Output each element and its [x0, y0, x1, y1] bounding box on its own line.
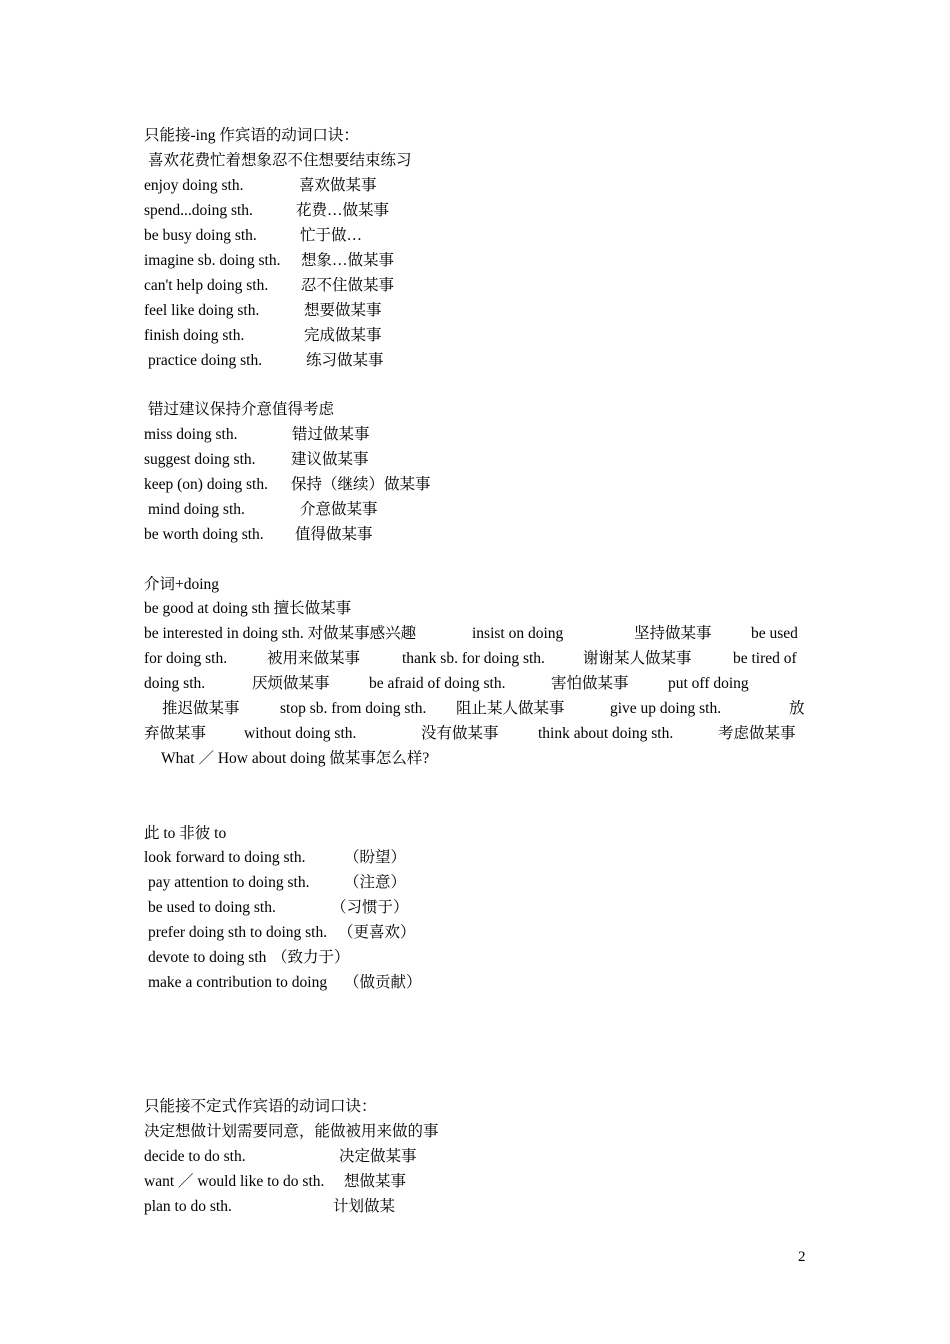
item-zh: 喜欢做某事: [299, 177, 377, 194]
prep-text: 被用来做某事: [267, 650, 361, 667]
prep-text: for doing sth.: [144, 650, 228, 667]
prep-heading: 介词+doing: [144, 576, 220, 593]
prep-text: without doing sth.: [244, 725, 357, 742]
ing-heading: 只能接-ing 作宾语的动词口诀：: [144, 127, 359, 144]
item-en: make a contribution to doing: [148, 974, 328, 991]
item-zh: 建议做某事: [291, 451, 369, 468]
to-heading: 此 to 非彼 to: [144, 825, 227, 842]
item-en: finish doing sth.: [144, 327, 245, 344]
prep-text: thank sb. for doing sth.: [402, 650, 545, 667]
item-en: decide to do sth.: [144, 1148, 246, 1165]
prep-text: 阻止某人做某事: [456, 700, 565, 717]
prep-line-2: [144, 622, 806, 646]
item-en: can't help doing sth.: [144, 277, 269, 294]
prep-text: be interested in doing sth. 对做某事感兴趣: [144, 625, 417, 642]
item-zh: （盼望）: [344, 849, 407, 866]
item-en: miss doing sth.: [144, 426, 238, 443]
prep-line-4: [144, 672, 806, 696]
item-en: plan to do sth.: [144, 1198, 232, 1215]
prep-text: 放: [789, 700, 805, 717]
item-en: practice doing sth.: [148, 352, 263, 369]
item-zh: （习惯于）: [331, 899, 409, 916]
prep-text: 谢谢某人做某事: [583, 650, 692, 667]
item-en: want ／ would like to do sth.: [144, 1173, 325, 1190]
prep-text: 厌烦做某事: [252, 675, 330, 692]
item-en: feel like doing sth.: [144, 302, 260, 319]
item-en: be used to doing sth.: [148, 899, 276, 916]
item-zh: 值得做某事: [295, 526, 373, 543]
prep-text: 坚持做某事: [634, 625, 712, 642]
item-en: suggest doing sth.: [144, 451, 256, 468]
prep-text: be tired of: [733, 650, 797, 667]
prep-text: think about doing sth.: [538, 725, 674, 742]
item-zh: 决定做某事: [339, 1148, 417, 1165]
item-zh: （做贡献）: [344, 974, 422, 991]
item-zh: 保持（继续）做某事: [291, 476, 431, 493]
item-en: be busy doing sth.: [144, 227, 257, 244]
item-en: pay attention to doing sth.: [148, 874, 310, 891]
item-en: imagine sb. doing sth.: [144, 252, 281, 269]
item-zh: （致力于）: [272, 949, 350, 966]
item-zh: 想要做某事: [304, 302, 382, 319]
prep-text: stop sb. from doing sth.: [280, 700, 427, 717]
item-zh: 练习做某事: [306, 352, 384, 369]
prep-text: 没有做某事: [421, 725, 499, 742]
prep-text: 弃做某事: [144, 725, 207, 742]
item-en: enjoy doing sth.: [144, 177, 244, 194]
item-en: devote to doing sth: [148, 949, 267, 966]
item-en: prefer doing sth to doing sth.: [148, 924, 328, 941]
item-en: look forward to doing sth.: [144, 849, 306, 866]
prep-line-5: [144, 697, 806, 721]
prep-line-1: be good at doing sth 擅长做某事: [144, 600, 352, 617]
item-zh: 想象…做某事: [301, 252, 395, 269]
item-zh: 想做某事: [344, 1173, 407, 1190]
prep-text: 考虑做某事: [718, 725, 796, 742]
page-number: 2: [798, 1249, 806, 1265]
item-zh: 计划做某: [333, 1198, 396, 1215]
prep-text: 推迟做某事: [162, 700, 240, 717]
item-en: mind doing sth.: [148, 501, 245, 518]
inf-heading: 只能接不定式作宾语的动词口诀：: [144, 1098, 377, 1115]
prep-line-6: [144, 722, 806, 746]
prep-line-7: What ／ How about doing 做某事怎么样?: [161, 750, 430, 767]
prep-text: put off doing: [668, 675, 749, 692]
item-zh: 错过做某事: [292, 426, 370, 443]
item-zh: 介意做某事: [300, 501, 378, 518]
item-zh: 忙于做…: [300, 227, 363, 244]
prep-text: insist on doing: [472, 625, 564, 642]
item-zh: （注意）: [344, 874, 407, 891]
item-en: spend...doing sth.: [144, 202, 253, 219]
prep-text: doing sth.: [144, 675, 206, 692]
item-zh: （更喜欢）: [338, 924, 416, 941]
inf-mnemonic: 决定想做计划需要同意，能做被用来做的事: [144, 1123, 439, 1140]
item-zh: 花费…做某事: [296, 202, 390, 219]
prep-line-3: [144, 647, 806, 671]
prep-text: give up doing sth.: [610, 700, 722, 717]
item-zh: 完成做某事: [304, 327, 382, 344]
ing2-mnemonic: 错过建议保持介意值得考虑: [148, 401, 335, 418]
ing-mnemonic: 喜欢花费忙着想象忍不住想要结束练习: [148, 152, 412, 169]
prep-text: be used: [751, 625, 798, 642]
prep-text: be afraid of doing sth.: [369, 675, 506, 692]
item-zh: 忍不住做某事: [301, 277, 395, 294]
item-en: be worth doing sth.: [144, 526, 264, 543]
item-en: keep (on) doing sth.: [144, 476, 268, 493]
prep-text: 害怕做某事: [551, 675, 629, 692]
